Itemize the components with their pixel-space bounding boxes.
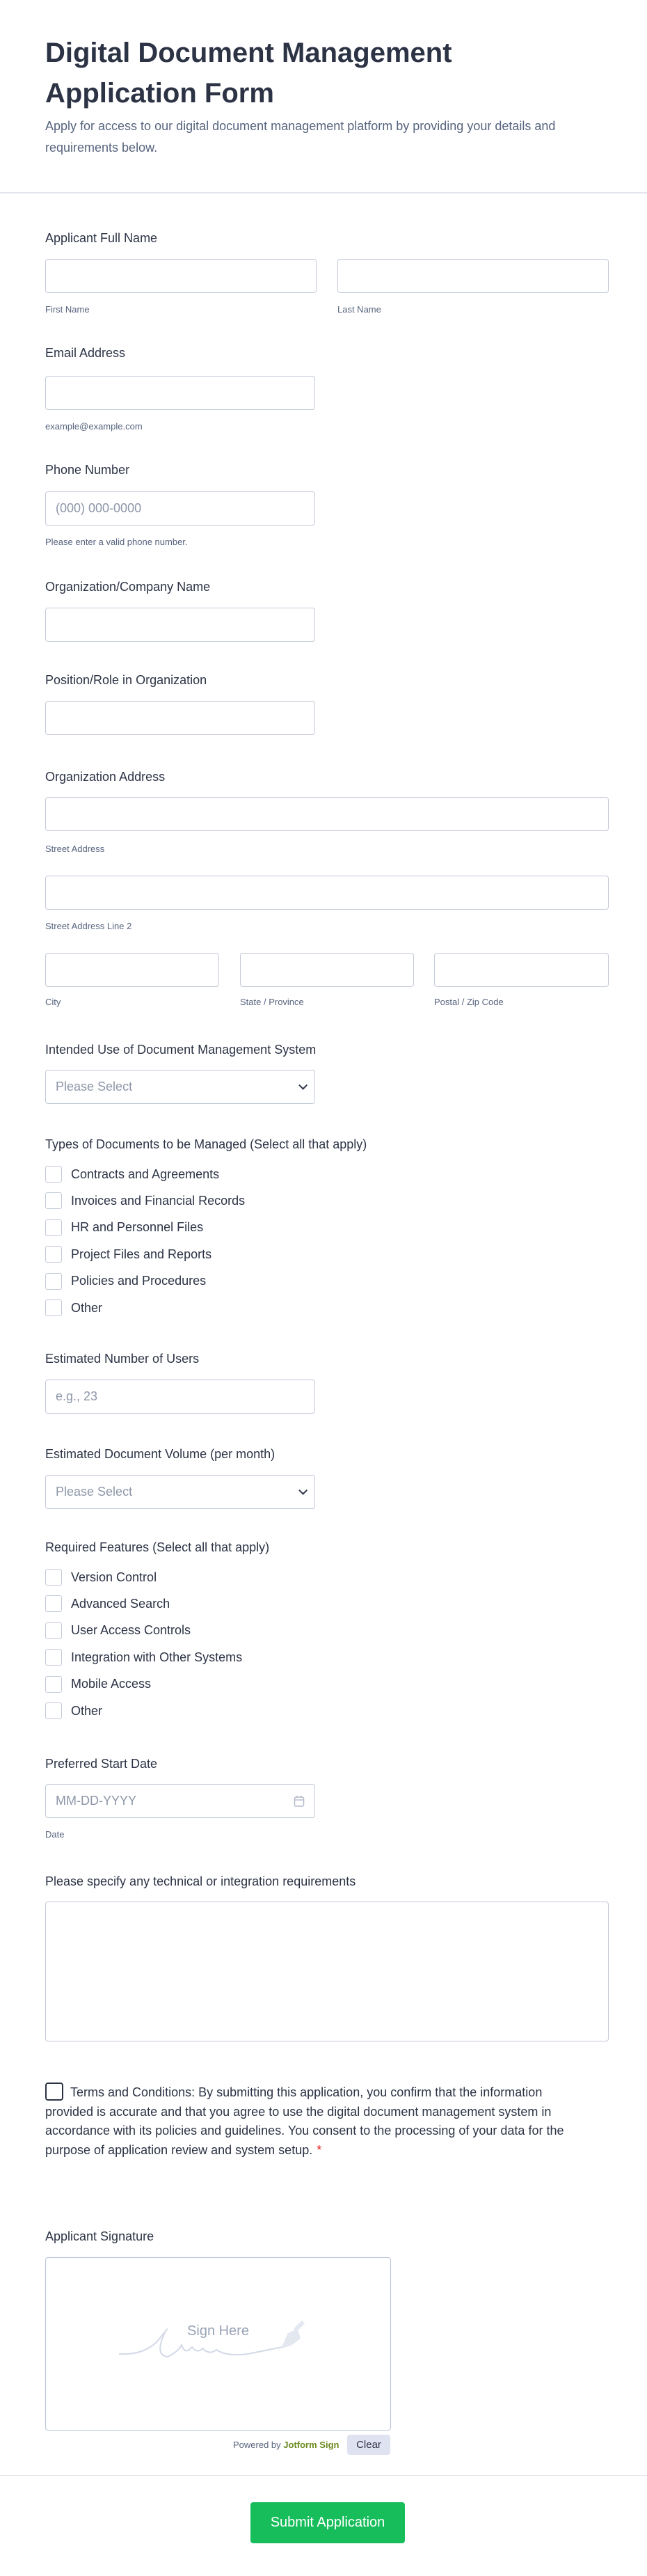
checkbox-label: Other: [71, 1703, 103, 1718]
checkbox[interactable]: [45, 1246, 62, 1263]
checkbox[interactable]: [45, 1702, 62, 1719]
org-label: Organization/Company Name: [45, 580, 211, 594]
users-placeholder: e.g., 23: [56, 1389, 98, 1403]
checkbox-option[interactable]: [45, 1622, 191, 1639]
sign-here-placeholder: Sign Here: [187, 2323, 249, 2339]
chevron-down-icon: [298, 1081, 307, 1090]
checkbox-option[interactable]: [45, 1676, 151, 1693]
chevron-down-icon: [298, 1486, 307, 1495]
checkbox-label: Project Files and Reports: [71, 1247, 212, 1261]
users-input[interactable]: [45, 1380, 315, 1414]
checkbox[interactable]: [45, 1273, 62, 1290]
last-name-input[interactable]: [337, 259, 609, 293]
powered-by: [233, 2440, 339, 2450]
powered-by-text: Powered by: [233, 2440, 281, 2450]
phone-label: Phone Number: [45, 463, 130, 477]
checkbox[interactable]: [45, 1166, 62, 1183]
checkbox[interactable]: [45, 1595, 62, 1612]
terms-checkbox[interactable]: [45, 2083, 63, 2101]
header-divider: [0, 192, 647, 193]
checkbox-label: Advanced Search: [71, 1596, 170, 1611]
checkbox[interactable]: [45, 1299, 62, 1316]
terms-checkbox-row[interactable]: [45, 2083, 581, 2160]
date-placeholder: MM-DD-YYYY: [56, 1794, 136, 1808]
features-label: Required Features (Select all that apply): [45, 1540, 270, 1554]
date-input[interactable]: [45, 1784, 315, 1818]
checkbox-label: User Access Controls: [71, 1623, 191, 1638]
full-name-label: Applicant Full Name: [45, 231, 158, 245]
phone-sublabel: Please enter a valid phone number.: [45, 537, 188, 547]
users-label: Estimated Number of Users: [45, 1352, 200, 1366]
checkbox-option[interactable]: [45, 1166, 219, 1183]
address-label: Organization Address: [45, 770, 166, 784]
jotform-sign-link[interactable]: Jotform Sign: [283, 2440, 340, 2450]
state-sublabel: State / Province: [240, 997, 304, 1007]
checkbox-option[interactable]: [45, 1246, 211, 1263]
checkbox[interactable]: [45, 1622, 62, 1639]
city-sublabel: City: [45, 997, 61, 1007]
volume-value: Please Select: [56, 1485, 133, 1499]
checkbox-label: Policies and Procedures: [71, 1274, 207, 1288]
checkbox-option[interactable]: [45, 1649, 242, 1666]
intended-use-select[interactable]: [45, 1070, 315, 1104]
volume-label: Estimated Document Volume (per month): [45, 1447, 275, 1461]
required-asterisk: *: [317, 2142, 322, 2157]
phone-placeholder: (000) 000-0000: [56, 501, 142, 515]
email-label: Email Address: [45, 346, 126, 360]
street-input[interactable]: [45, 797, 609, 831]
volume-select[interactable]: [45, 1475, 315, 1509]
street2-sublabel: Street Address Line 2: [45, 921, 132, 931]
postal-input[interactable]: [434, 953, 609, 987]
footer-divider: [0, 2475, 647, 2476]
checkbox-option[interactable]: [45, 1273, 206, 1290]
org-input[interactable]: [45, 608, 315, 642]
checkbox-label: Version Control: [71, 1570, 157, 1584]
calendar-icon[interactable]: [294, 1795, 305, 1808]
checkbox-option[interactable]: [45, 1192, 245, 1209]
first-name-sublabel: First Name: [45, 304, 90, 315]
tech-textarea[interactable]: [45, 1902, 609, 2041]
checkbox-label: Invoices and Financial Records: [71, 1193, 246, 1208]
first-name-input[interactable]: [45, 259, 317, 293]
checkbox-label: Integration with Other Systems: [71, 1650, 243, 1664]
terms-text: Terms and Conditions: By submitting this application, you confirm that the information provided is accurate and that you agree to use the digital document management system in accordance with its policies and guidelines. You consent to the processing of your data for the purpose of application review and system setup.: [45, 2085, 564, 2157]
signature-scribble-icon: [115, 2314, 324, 2369]
doc-types-label: Types of Documents to be Managed (Select all that apply): [45, 1137, 367, 1151]
postal-sublabel: Postal / Zip Code: [434, 997, 504, 1007]
checkbox-label: HR and Personnel Files: [71, 1220, 204, 1235]
checkbox[interactable]: [45, 1569, 62, 1586]
signature-label: Applicant Signature: [45, 2229, 154, 2243]
checkbox[interactable]: [45, 1649, 62, 1666]
checkbox-label: Mobile Access: [71, 1677, 152, 1691]
checkbox-option[interactable]: [45, 1702, 102, 1719]
checkbox-option[interactable]: [45, 1569, 157, 1586]
submit-button[interactable]: Submit Application: [250, 2502, 405, 2543]
checkbox-label: Other: [71, 1300, 103, 1315]
intended-use-label: Intended Use of Document Management System: [45, 1043, 317, 1057]
position-input[interactable]: [45, 701, 315, 735]
email-input[interactable]: [45, 376, 315, 410]
street-sublabel: Street Address: [45, 844, 105, 854]
checkbox[interactable]: [45, 1192, 62, 1209]
page-description: Apply for access to our digital document management platform by providing your details and requirements below.: [45, 119, 556, 155]
last-name-sublabel: Last Name: [337, 304, 381, 315]
date-label: Preferred Start Date: [45, 1757, 158, 1771]
street2-input[interactable]: [45, 876, 609, 910]
position-label: Position/Role in Organization: [45, 673, 207, 687]
state-input[interactable]: [240, 953, 414, 987]
checkbox[interactable]: [45, 1219, 62, 1236]
date-sublabel: Date: [45, 1829, 65, 1840]
tech-label: Please specify any technical or integration requirements: [45, 1874, 356, 1888]
email-sublabel: example@example.com: [45, 421, 143, 432]
intended-use-value: Please Select: [56, 1080, 133, 1093]
checkbox-option[interactable]: [45, 1219, 203, 1236]
phone-input[interactable]: [45, 491, 315, 526]
clear-signature-button[interactable]: Clear: [347, 2435, 390, 2455]
checkbox-option[interactable]: [45, 1595, 170, 1612]
signature-pad[interactable]: [45, 2257, 391, 2431]
city-input[interactable]: [45, 953, 219, 987]
checkbox-label: Contracts and Agreements: [71, 1167, 220, 1181]
checkbox[interactable]: [45, 1676, 62, 1693]
checkbox-option[interactable]: [45, 1299, 102, 1316]
page-title: Digital Document Management Application Form: [45, 38, 452, 109]
